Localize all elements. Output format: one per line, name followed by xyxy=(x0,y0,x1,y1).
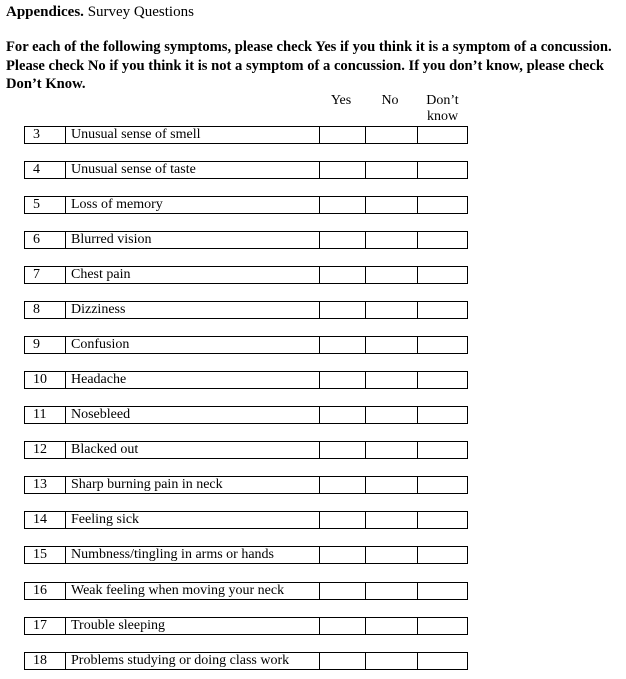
row-2 xyxy=(24,196,468,214)
yes-checkbox-cell[interactable] xyxy=(319,302,365,318)
instructions: For each of the following symptoms, please check Yes if you think it is a symptom of a concussion. Please check No if you think it is not a symptom of a concussion. If you don’t know, please check Don’t Know. xyxy=(6,39,612,92)
row-5 xyxy=(24,301,468,319)
symptom-label: Chest pain xyxy=(65,267,319,283)
yes-checkbox-cell[interactable] xyxy=(319,442,365,458)
dont-know-checkbox-cell[interactable] xyxy=(417,477,467,493)
no-checkbox-cell[interactable] xyxy=(365,547,417,563)
symptom-label: Trouble sleeping xyxy=(65,618,319,634)
symptom-label: Nosebleed xyxy=(65,407,319,423)
dont-know-checkbox-cell[interactable] xyxy=(417,162,467,178)
heading-bold: Appendices. xyxy=(6,4,84,20)
yes-checkbox-cell[interactable] xyxy=(319,512,365,528)
dont-know-checkbox-cell[interactable] xyxy=(417,407,467,423)
no-checkbox-cell[interactable] xyxy=(365,162,417,178)
no-checkbox-cell[interactable] xyxy=(365,477,417,493)
no-checkbox-cell[interactable] xyxy=(365,302,417,318)
row-11 xyxy=(24,511,468,529)
column-header-dont-know-line1: Don’t xyxy=(426,93,459,108)
symptom-label: Blacked out xyxy=(65,442,319,458)
no-checkbox-cell[interactable] xyxy=(365,442,417,458)
row-7 xyxy=(24,371,468,389)
dont-know-checkbox-cell[interactable] xyxy=(417,547,467,563)
yes-checkbox-cell[interactable] xyxy=(319,407,365,423)
column-header-dont-know-line2: know xyxy=(426,109,459,124)
no-checkbox-cell[interactable] xyxy=(365,618,417,634)
no-checkbox-cell[interactable] xyxy=(365,512,417,528)
yes-checkbox-cell[interactable] xyxy=(319,267,365,283)
row-number: 3 xyxy=(33,127,40,142)
dont-know-checkbox-cell[interactable] xyxy=(417,583,467,599)
dont-know-checkbox-cell[interactable] xyxy=(417,197,467,213)
yes-checkbox-cell[interactable] xyxy=(319,653,365,669)
symptom-label: Headache xyxy=(65,372,319,388)
symptom-label: Unusual sense of taste xyxy=(65,162,319,178)
dont-know-checkbox-cell[interactable] xyxy=(417,618,467,634)
row-4 xyxy=(24,266,468,284)
dont-know-checkbox-cell[interactable] xyxy=(417,337,467,353)
row-14 xyxy=(24,617,468,635)
row-number: 13 xyxy=(33,477,47,492)
yes-checkbox-cell[interactable] xyxy=(319,547,365,563)
column-header-dont-know xyxy=(416,93,469,125)
column-header-yes: Yes xyxy=(330,93,352,108)
yes-checkbox-cell[interactable] xyxy=(319,583,365,599)
heading-rest: Survey Questions xyxy=(83,4,194,20)
row-number: 16 xyxy=(33,583,47,598)
row-number: 15 xyxy=(33,547,47,562)
dont-know-checkbox-cell[interactable] xyxy=(417,442,467,458)
symptom-label: Loss of memory xyxy=(65,197,319,213)
dont-know-checkbox-cell[interactable] xyxy=(417,512,467,528)
row-1 xyxy=(24,161,468,179)
no-checkbox-cell[interactable] xyxy=(365,337,417,353)
symptom-label: Sharp burning pain in neck xyxy=(65,477,319,493)
yes-checkbox-cell[interactable] xyxy=(319,337,365,353)
row-6 xyxy=(24,336,468,354)
no-checkbox-cell[interactable] xyxy=(365,267,417,283)
yes-checkbox-cell[interactable] xyxy=(319,127,365,143)
yes-checkbox-cell[interactable] xyxy=(319,162,365,178)
row-number: 11 xyxy=(33,407,47,422)
symptom-label: Blurred vision xyxy=(65,232,319,248)
row-number: 4 xyxy=(33,162,40,177)
symptom-label: Confusion xyxy=(65,337,319,353)
yes-checkbox-cell[interactable] xyxy=(319,197,365,213)
symptom-label: Weak feeling when moving your neck xyxy=(65,583,319,599)
row-10 xyxy=(24,476,468,494)
row-3 xyxy=(24,231,468,249)
symptom-label: Unusual sense of smell xyxy=(65,127,319,143)
row-15 xyxy=(24,652,468,670)
page-heading xyxy=(6,3,194,21)
dont-know-checkbox-cell[interactable] xyxy=(417,267,467,283)
symptom-label: Problems studying or doing class work xyxy=(65,653,319,669)
row-number: 7 xyxy=(33,267,40,282)
row-number: 8 xyxy=(33,302,40,317)
no-checkbox-cell[interactable] xyxy=(365,372,417,388)
row-12 xyxy=(24,546,468,564)
row-8 xyxy=(24,406,468,424)
yes-checkbox-cell[interactable] xyxy=(319,372,365,388)
yes-checkbox-cell[interactable] xyxy=(319,618,365,634)
symptom-label: Feeling sick xyxy=(65,512,319,528)
row-number: 14 xyxy=(33,512,47,527)
no-checkbox-cell[interactable] xyxy=(365,583,417,599)
dont-know-checkbox-cell[interactable] xyxy=(417,653,467,669)
yes-checkbox-cell[interactable] xyxy=(319,232,365,248)
dont-know-checkbox-cell[interactable] xyxy=(417,372,467,388)
no-checkbox-cell[interactable] xyxy=(365,127,417,143)
row-number: 12 xyxy=(33,442,47,457)
row-number: 5 xyxy=(33,197,40,212)
row-number: 6 xyxy=(33,232,40,247)
row-9 xyxy=(24,441,468,459)
yes-checkbox-cell[interactable] xyxy=(319,477,365,493)
no-checkbox-cell[interactable] xyxy=(365,232,417,248)
column-header-no: No xyxy=(381,93,399,108)
row-number: 17 xyxy=(33,618,47,633)
dont-know-checkbox-cell[interactable] xyxy=(417,232,467,248)
dont-know-checkbox-cell[interactable] xyxy=(417,302,467,318)
no-checkbox-cell[interactable] xyxy=(365,653,417,669)
no-checkbox-cell[interactable] xyxy=(365,197,417,213)
row-number: 18 xyxy=(33,653,47,668)
row-13 xyxy=(24,582,468,600)
symptom-label: Dizziness xyxy=(65,302,319,318)
dont-know-checkbox-cell[interactable] xyxy=(417,127,467,143)
symptom-label: Numbness/tingling in arms or hands xyxy=(65,547,319,563)
row-0 xyxy=(24,126,468,144)
row-number: 10 xyxy=(33,372,47,387)
row-number: 9 xyxy=(33,337,40,352)
no-checkbox-cell[interactable] xyxy=(365,407,417,423)
